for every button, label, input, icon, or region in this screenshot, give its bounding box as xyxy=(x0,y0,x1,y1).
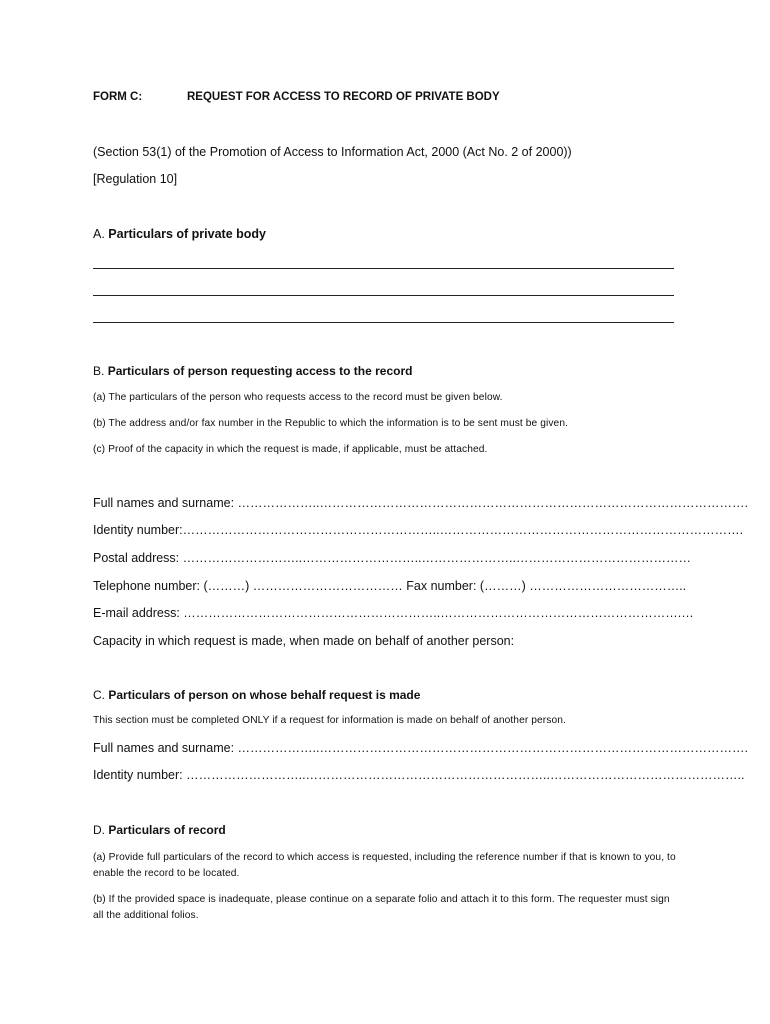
private-body-line-3[interactable] xyxy=(93,322,674,323)
section-citation: (Section 53(1) of the Promotion of Access to Information Act, 2000 (Act No. 2 of 2000)) xyxy=(93,145,572,159)
regulation-citation: [Regulation 10] xyxy=(93,172,178,186)
section-b-title: Particulars of person requesting access to the record xyxy=(107,364,413,378)
private-body-line-1[interactable] xyxy=(93,268,674,269)
section-c-prefix: C. xyxy=(93,688,105,702)
section-d-title: Particulars of record xyxy=(108,823,226,837)
form-title: REQUEST FOR ACCESS TO RECORD OF PRIVATE BODY xyxy=(187,91,500,103)
form-label: FORM C: xyxy=(93,91,143,103)
requester-identity-field[interactable]: Identity number:……………………………………………………..………………………………………………………………. xyxy=(93,523,744,537)
section-c-heading xyxy=(93,688,420,702)
requester-email-field[interactable]: E-mail address: ……………………………………………………..………………………………………………….… xyxy=(93,606,694,620)
section-d-note-b: (b) If the provided space is inadequate, please continue on a separate folio and attach it to this form. The requester must sign all the additional folios. xyxy=(93,894,670,921)
requester-telephone-fax-field[interactable]: Telephone number: (………) ……………………………… Fax number: (………) ……………………………….. xyxy=(93,579,687,593)
section-a-prefix: A. xyxy=(93,227,105,241)
section-c-title: Particulars of person on whose behalf request is made xyxy=(108,688,421,702)
requester-full-names-field[interactable]: Full names and surname: ………………..…………………………………………………………………………………………. xyxy=(93,496,748,510)
behalf-full-names-field[interactable]: Full names and surname: ………………..…………………………………………………………………………………………. xyxy=(93,741,748,755)
section-d-note-a: (a) Provide full particulars of the record to which access is requested, including the reference number if that is known to you, to enable the record to be located. xyxy=(93,852,676,879)
section-a-heading xyxy=(93,227,266,241)
behalf-identity-field[interactable]: Identity number: ………………………..…………………………………………………..……………………………………….. xyxy=(93,768,745,782)
section-d-prefix: D. xyxy=(93,823,105,837)
requester-postal-field[interactable]: Postal address: ………………………..………………………..…………………..…………………………………… xyxy=(93,551,691,565)
section-b-note-a: (a) The particulars of the person who requests access to the record must be given below. xyxy=(93,392,503,403)
section-b-heading xyxy=(93,364,412,378)
section-b-prefix: B. xyxy=(93,364,105,378)
section-c-note: This section must be completed ONLY if a request for information is made on behalf of another person. xyxy=(93,715,566,726)
private-body-line-2[interactable] xyxy=(93,295,674,296)
requester-capacity-label: Capacity in which request is made, when made on behalf of another person: xyxy=(93,634,515,648)
section-d-heading xyxy=(93,823,226,837)
section-b-note-c: (c) Proof of the capacity in which the request is made, if applicable, must be attached. xyxy=(93,444,488,455)
section-b-note-b: (b) The address and/or fax number in the Republic to which the information is to be sent must be given. xyxy=(93,418,569,429)
section-a-title: Particulars of private body xyxy=(108,227,266,241)
